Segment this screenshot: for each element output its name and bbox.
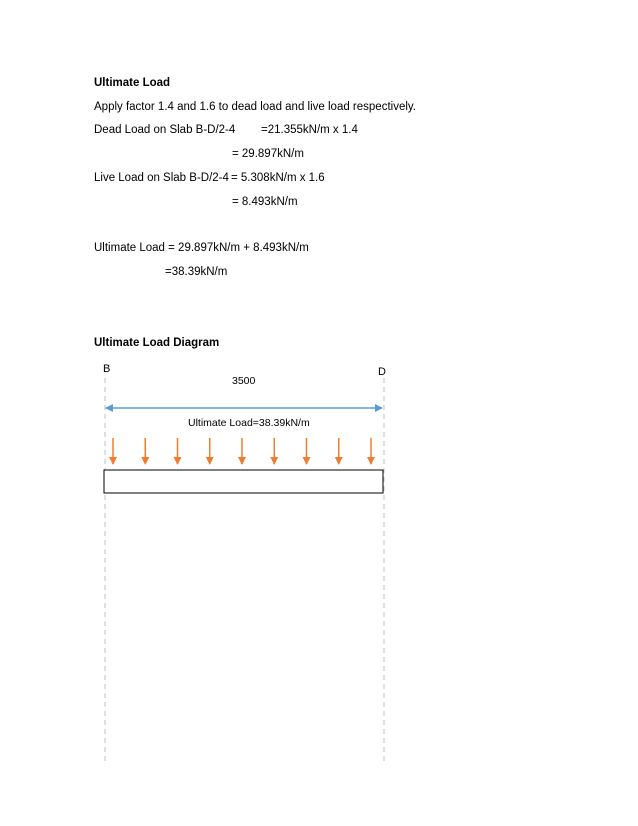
live-load-expression: = 5.308kN/m x 1.6: [231, 172, 325, 184]
ultimate-load-heading: Ultimate Load: [94, 77, 171, 89]
live-load-label: Live Load on Slab B-D/2-4: [94, 172, 229, 184]
dead-load-result: = 29.897kN/m: [232, 148, 304, 160]
dead-load-expression: =21.355kN/m x 1.4: [261, 124, 358, 136]
support-b-label: B: [103, 363, 111, 375]
dead-load-label: Dead Load on Slab B-D/2-4: [94, 124, 236, 136]
ultimate-load-expression: Ultimate Load = 29.897kN/m + 8.493kN/m: [94, 242, 309, 254]
beam-element: [104, 470, 383, 493]
span-length-label: 3500: [232, 375, 256, 387]
ultimate-load-value-label: Ultimate Load=38.39kN/m: [188, 417, 310, 429]
factor-description: Apply factor 1.4 and 1.6 to dead load and live load respectively.: [94, 101, 416, 113]
distributed-load-arrows: [113, 438, 371, 464]
support-d-label: D: [378, 366, 386, 378]
live-load-result: = 8.493kN/m: [232, 196, 298, 208]
diagram-heading: Ultimate Load Diagram: [94, 337, 220, 349]
ultimate-load-result: =38.39kN/m: [165, 266, 228, 278]
